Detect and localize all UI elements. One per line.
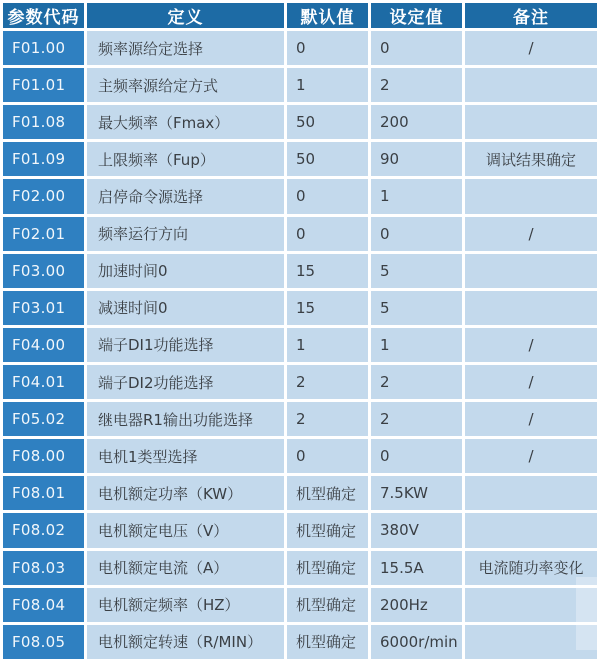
default-value-cell: 机型确定	[287, 625, 368, 659]
remark-cell: /	[465, 439, 597, 473]
remark-cell	[465, 254, 597, 288]
set-value-cell: 15.5A	[371, 551, 462, 585]
param-code-cell: F01.00	[3, 31, 84, 65]
default-value-cell: 50	[287, 142, 368, 176]
param-code-cell: F08.00	[3, 439, 84, 473]
header-set-value: 设定值	[371, 3, 462, 28]
default-value-cell: 0	[287, 439, 368, 473]
table-row	[3, 68, 597, 102]
set-value-cell: 2	[371, 68, 462, 102]
set-value-cell: 380V	[371, 513, 462, 547]
default-value-cell: 1	[287, 328, 368, 362]
set-value-cell: 7.5KW	[371, 476, 462, 510]
set-value-cell: 0	[371, 439, 462, 473]
definition-cell: 上限频率（Fup）	[87, 142, 284, 176]
table-row	[3, 179, 597, 213]
set-value-cell: 2	[371, 365, 462, 399]
header-param-code: 参数代码	[3, 3, 84, 28]
set-value-cell: 0	[371, 217, 462, 251]
default-value-cell: 机型确定	[287, 551, 368, 585]
definition-cell: 最大频率（Fmax）	[87, 105, 284, 139]
param-code-cell: F03.01	[3, 291, 84, 325]
default-value-cell: 0	[287, 31, 368, 65]
set-value-cell: 5	[371, 254, 462, 288]
param-code-cell: F08.04	[3, 588, 84, 622]
set-value-cell: 200Hz	[371, 588, 462, 622]
default-value-cell: 2	[287, 365, 368, 399]
param-code-cell: F01.01	[3, 68, 84, 102]
param-code-cell: F05.02	[3, 402, 84, 436]
param-code-cell: F08.03	[3, 551, 84, 585]
table-row	[3, 439, 597, 473]
set-value-cell: 0	[371, 31, 462, 65]
definition-cell: 加速时间0	[87, 254, 284, 288]
definition-cell: 减速时间0	[87, 291, 284, 325]
table-row	[3, 402, 597, 436]
remark-cell	[465, 625, 597, 659]
param-code-cell: F08.01	[3, 476, 84, 510]
remark-cell: /	[465, 217, 597, 251]
param-code-cell: F02.00	[3, 179, 84, 213]
default-value-cell: 2	[287, 402, 368, 436]
set-value-cell: 200	[371, 105, 462, 139]
param-code-cell: F02.01	[3, 217, 84, 251]
param-code-cell: F08.05	[3, 625, 84, 659]
param-code-cell: F04.00	[3, 328, 84, 362]
definition-cell: 电机额定转速（R/MIN）	[87, 625, 284, 659]
remark-cell: /	[465, 328, 597, 362]
table-header-row	[3, 3, 597, 28]
table-row	[3, 31, 597, 65]
table-row	[3, 291, 597, 325]
definition-cell: 端子DI1功能选择	[87, 328, 284, 362]
table-row	[3, 365, 597, 399]
definition-cell: 电机1类型选择	[87, 439, 284, 473]
table-row	[3, 625, 597, 659]
remark-cell	[465, 588, 597, 622]
table-row	[3, 105, 597, 139]
remark-cell: /	[465, 31, 597, 65]
param-code-cell: F08.02	[3, 513, 84, 547]
remark-cell: 电流随功率变化	[465, 551, 597, 585]
remark-cell: 调试结果确定	[465, 142, 597, 176]
header-definition: 定义	[87, 3, 284, 28]
remark-cell	[465, 105, 597, 139]
table-row	[3, 217, 597, 251]
table-row	[3, 513, 597, 547]
remark-cell	[465, 476, 597, 510]
definition-cell: 端子DI2功能选择	[87, 365, 284, 399]
definition-cell: 继电器R1输出功能选择	[87, 402, 284, 436]
table-row	[3, 328, 597, 362]
default-value-cell: 机型确定	[287, 513, 368, 547]
header-remark: 备注	[465, 3, 597, 28]
param-code-cell: F01.08	[3, 105, 84, 139]
definition-cell: 电机额定电压（V）	[87, 513, 284, 547]
default-value-cell: 15	[287, 291, 368, 325]
set-value-cell: 2	[371, 402, 462, 436]
definition-cell: 启停命令源选择	[87, 179, 284, 213]
definition-cell: 频率源给定选择	[87, 31, 284, 65]
definition-cell: 电机额定电流（A）	[87, 551, 284, 585]
set-value-cell: 5	[371, 291, 462, 325]
set-value-cell: 1	[371, 179, 462, 213]
default-value-cell: 0	[287, 179, 368, 213]
set-value-cell: 90	[371, 142, 462, 176]
default-value-cell: 50	[287, 105, 368, 139]
default-value-cell: 机型确定	[287, 476, 368, 510]
definition-cell: 主频率源给定方式	[87, 68, 284, 102]
remark-cell	[465, 68, 597, 102]
remark-cell	[465, 179, 597, 213]
table-body	[3, 31, 597, 659]
param-code-cell: F01.09	[3, 142, 84, 176]
definition-cell: 电机额定频率（HZ）	[87, 588, 284, 622]
default-value-cell: 1	[287, 68, 368, 102]
remark-cell: /	[465, 365, 597, 399]
table-row	[3, 254, 597, 288]
param-code-cell: F03.00	[3, 254, 84, 288]
default-value-cell: 0	[287, 217, 368, 251]
set-value-cell: 6000r/min	[371, 625, 462, 659]
param-code-cell: F04.01	[3, 365, 84, 399]
definition-cell: 频率运行方向	[87, 217, 284, 251]
remark-cell	[465, 513, 597, 547]
definition-cell: 电机额定功率（KW）	[87, 476, 284, 510]
default-value-cell: 机型确定	[287, 588, 368, 622]
remark-cell: /	[465, 402, 597, 436]
table-row	[3, 142, 597, 176]
default-value-cell: 15	[287, 254, 368, 288]
table-row	[3, 551, 597, 585]
remark-cell	[465, 291, 597, 325]
table-row	[3, 476, 597, 510]
set-value-cell: 1	[371, 328, 462, 362]
header-default-value: 默认值	[287, 3, 368, 28]
table-row	[3, 588, 597, 622]
